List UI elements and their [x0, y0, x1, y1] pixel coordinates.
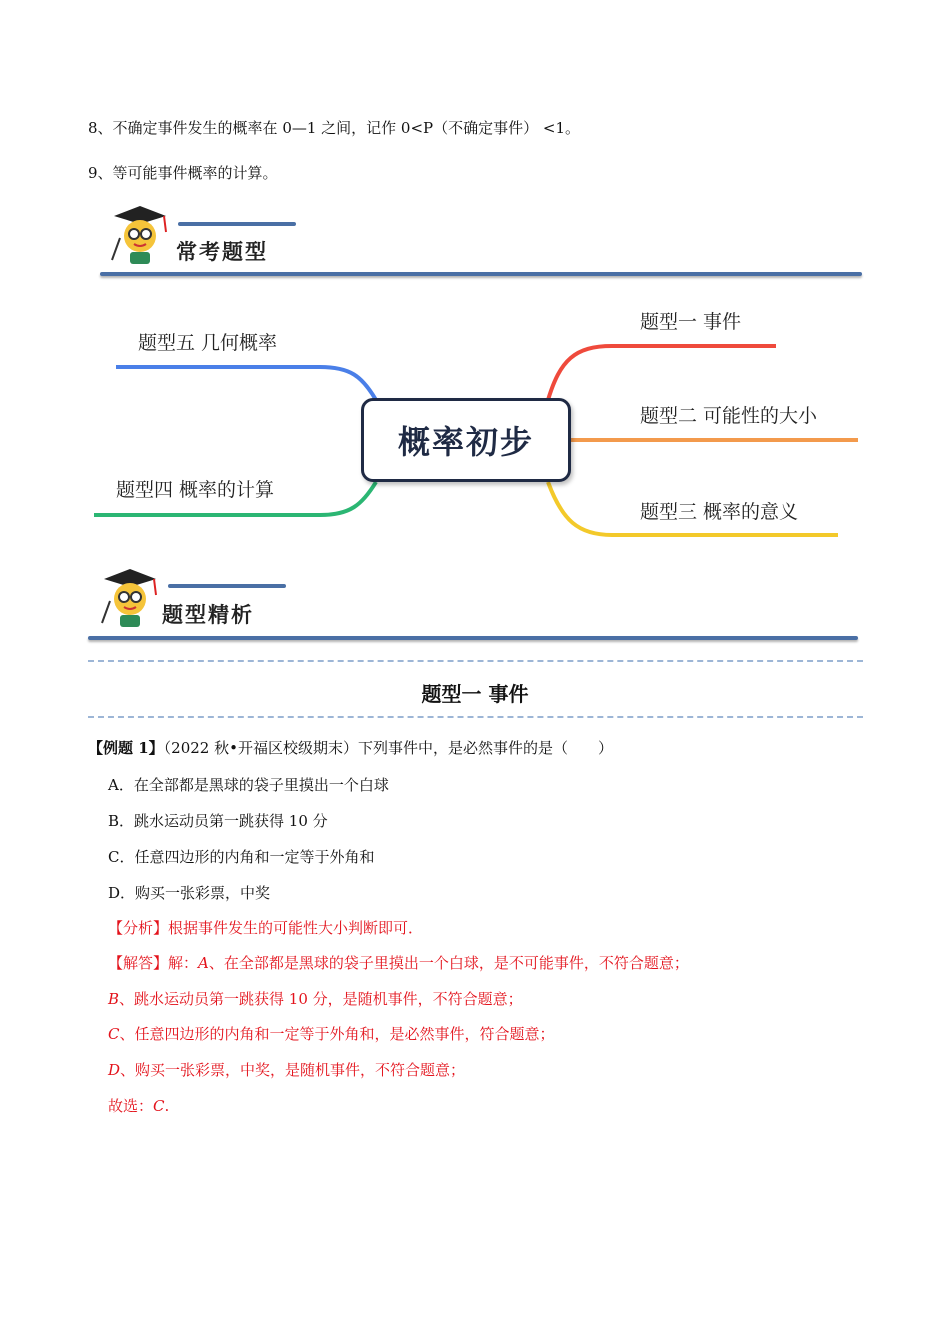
section-divider-bottom [88, 716, 863, 718]
branch-label-1: 题型一 事件 [640, 311, 742, 333]
banner-top-bar [168, 584, 286, 588]
analysis-text: 根据事件发生的可能性大小判断即可． [168, 919, 424, 937]
choice-letter: C [153, 1097, 165, 1115]
answer-letter: A [198, 954, 209, 972]
choice-prefix: 故选： [108, 1097, 154, 1115]
answer-lead: 解： [168, 954, 199, 972]
mascot-icon [96, 565, 164, 631]
option-d: D．购买一张彩票，中奖 [108, 884, 271, 902]
branch-label-5: 题型五 几何概率 [138, 332, 278, 354]
analysis [108, 917, 423, 938]
option-b: B．跳水运动员第一跳获得 10 分 [108, 812, 328, 830]
example-question [88, 737, 613, 758]
banner-title: 常考题型 [176, 239, 268, 264]
mindmap-center-node [361, 398, 571, 482]
answer-line-b [108, 988, 523, 1009]
choice-suffix: . [164, 1097, 170, 1115]
mindmap-center-label: 概率初步 [397, 423, 534, 461]
branch-label-4: 题型四 概率的计算 [116, 479, 275, 501]
answer-line-d [108, 1059, 465, 1080]
answer-letter: C [108, 1025, 120, 1043]
banner-bottom-bar [88, 636, 858, 640]
answer-line-a [108, 952, 689, 973]
answer-letter: B [108, 990, 120, 1008]
banner-title: 题型精析 [162, 602, 254, 627]
final-choice [108, 1095, 169, 1116]
option-c: C．任意四边形的内角和一定等于外角和 [108, 848, 375, 866]
example-question-text: （2022 秋•开福区校级期末）下列事件中，是必然事件的是（ ） [163, 739, 613, 757]
branch-line-1 [548, 346, 776, 400]
example-tag: 【例题 1】 [88, 739, 164, 757]
answer-line-c [108, 1023, 555, 1044]
answer-text: 、跳水运动员第一跳获得 10 分，是随机事件，不符合题意； [119, 990, 523, 1008]
answer-letter: D [108, 1061, 121, 1079]
point-8: 8、不确定事件发生的概率在 0—1 之间，记作 0<P（不确定事件） <1。 [88, 119, 581, 137]
answer-text: 、在全部都是黑球的袋子里摸出一个白球，是不可能事件，不符合题意； [208, 954, 689, 972]
section-divider-top [88, 660, 863, 662]
answer-text: 、任意四边形的内角和一定等于外角和，是必然事件，符合题意； [119, 1025, 555, 1043]
analysis-tag: 【分析】 [108, 919, 169, 937]
branch-label-3: 题型三 概率的意义 [640, 501, 799, 523]
banner-type-analysis [88, 563, 863, 648]
section-title: 题型一 事件 [421, 682, 529, 706]
branch-line-5 [116, 367, 376, 400]
answer-tag: 【解答】 [108, 954, 169, 972]
answer-text: 、购买一张彩票，中奖，是随机事件，不符合题意； [120, 1061, 466, 1079]
branch-label-2: 题型二 可能性的大小 [640, 405, 818, 427]
point-9: 9、等可能事件概率的计算。 [88, 164, 278, 182]
option-a: A．在全部都是黑球的袋子里摸出一个白球 [108, 776, 389, 794]
